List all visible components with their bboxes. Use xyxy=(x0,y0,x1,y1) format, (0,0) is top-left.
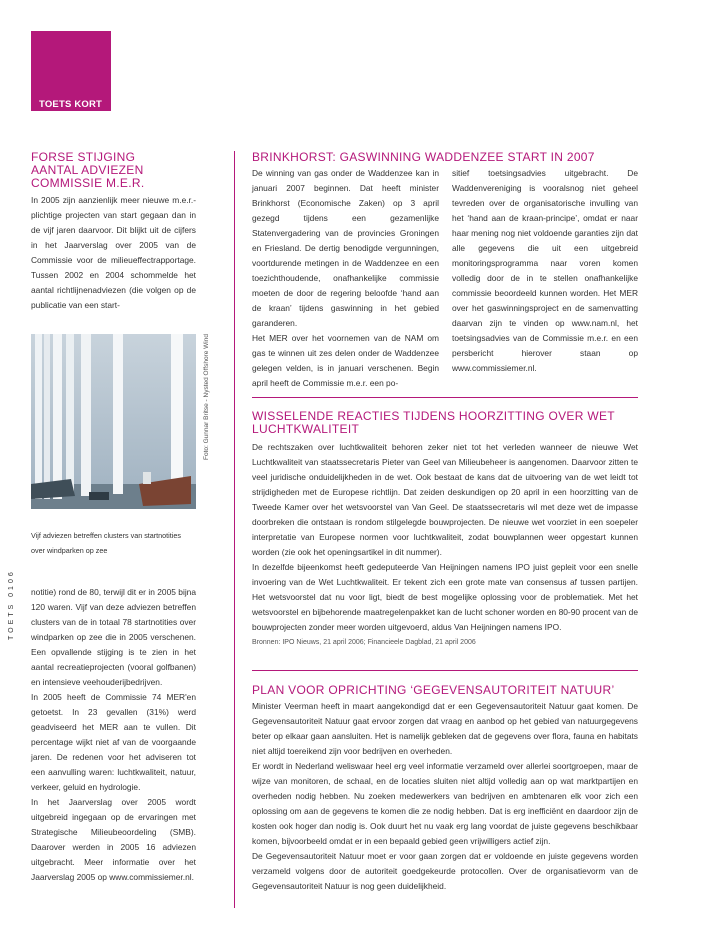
article1-title: BRINKHORST: GASWINNING WADDENZEE START IN 2007 xyxy=(252,150,595,164)
article3-title: PLAN VOOR OPRICHTING ‘GEGEVENSAUTORITEIT NATUUR’ xyxy=(252,683,615,697)
article2-title: WISSELENDE REACTIES TIJDENS HOORZITTING OVER WET LUCHTKWALITEIT xyxy=(252,409,615,436)
article1-column-2 xyxy=(452,166,638,376)
section-label: TOETS KORT xyxy=(39,99,103,110)
left-paragraph: In 2005 zijn aanzienlijk meer nieuwe m.e.r.-plichtige projecten van start gegaan dan in de vijf jaren daarvoor. Dit blijkt uit de cijfers in het Jaarverslag over 2005 van de Commissie voor de milieueffectrapportage. Tussen 2002 en 2004 schommelde het aantal richtlijnenadviezen (die volgen op de publicatie van een start- xyxy=(31,195,196,310)
article2-source: Bronnen: IPO Nieuws, 21 april 2006; Financieele Dagblad, 21 april 2006 xyxy=(252,639,476,646)
page-side-label: TOETS 0106 xyxy=(8,569,15,640)
left-paragraph: notitie) rond de 80, terwijl dit er in 2005 bijna 120 waren. Vijf van deze adviezen betreffen clusters van de in totaal 78 startnotities over windparken op zee die in 2005 verschenen. Een opvallende stijging is te zien in het aantal recreatieprojecten (vooral golfbanen) en intensieve veehouderijbedrijven. xyxy=(31,587,196,687)
article1-paragraph: sitief toetsingsadvies uitgebracht. De Waddenvereniging is vooralsnog niet geheel tevreden over de organisatorische invulling van het ‘hand aan de kraan-principe’, omdat er naar haar mening nog niet voldoende garanties zijn dat alle gegevens die uit een uitgebreid monitoringsprogramma naar voren komen volledig door de in te stellen onafhankelijke commissie beoordeeld kunnen worden. Het MER over het gaswinningsproject en de samenvatting daarvan zijn te vinden op www.nam.nl, het toetsingsadvies van de Commissie m.e.r. en een persbericht hierover staan op www.commissiemer.nl. xyxy=(452,168,638,373)
left-article-body xyxy=(31,585,196,885)
left-paragraph: In 2005 heeft de Commissie 74 MER'en getoetst. In 23 gevallen (31%) werd geadviseerd het MER aan te vullen. Dit percentage wijkt niet af van de voorgaande jaren. De redenen voor het adviseren tot een aanvulling waren: luchtkwaliteit, natuur, verkeer, geluid en hydrologie. xyxy=(31,692,196,792)
left-title-line: FORSE STIJGING xyxy=(31,150,136,164)
left-title-line: COMMISSIE M.E.R. xyxy=(31,176,145,190)
left-article-intro xyxy=(31,193,196,313)
left-paragraph: In het Jaarverslag over 2005 wordt uitgebreid ingegaan op de ervaringen met Strategische Milieubeoordeling (SMB). Daarover werden in 2005 16 adviezen uitgebracht. Meer informatie over het Jaarverslag 2005 op www.commissiemer.nl. xyxy=(31,797,196,882)
article3-paragraph: Er wordt in Nederland weliswaar heel erg veel informatie verzameld over allerlei soortgroepen, maar de wijze van monitoren, de schaal, en de locaties sluiten niet altijd volledig aan op wat marktpartijen en overheden nodig hebben. Nu zoeken medewerkers van bedrijven en ambtenaren elk voor zich een oplossing om aan de gegevens te komen die ze nodig hebben. Dat is erg inefficiënt en daardoor zijn de kosten ook hoger dan nodig is. Ook duurt het nu vaak erg lang voordat de juiste gegevens beschikbaar komen, bijvoorbeeld omdat er in een bepaald gebied geen vrijwilligers actief zijn. xyxy=(252,761,638,846)
photo-caption: Vijf adviezen betreffen clusters van startnotities over windparken op zee xyxy=(31,531,181,555)
article1-paragraph: Het MER over het voornemen van de NAM om gas te winnen uit zes delen onder de Waddenzee gelegen velden, is in januari verschenen. Begin april heeft de Commissie m.e.r. een po- xyxy=(252,333,439,388)
article1-column-1 xyxy=(252,166,439,391)
article-divider xyxy=(252,670,638,671)
left-article-title xyxy=(31,151,226,190)
article2-paragraph: In dezelfde bijeenkomst heeft gedeputeerde Van Heijningen namens IPO juist gepleit voor een snelle invoering van de Wet Luchtkwaliteit. Er tekent zich een grote mate van consensus af tussen partijen. Het wetsvoorstel dat nu voor ligt, biedt de best mogelijke oplossing voor de problematiek. Met het wetsvoorstel en bijbehorende maatregelenpakket kan de lucht schoner worden en 80-90 procent van de bouwprojecten zonder meer worden uitgevoerd, aldus Van Heijningen namens IPO. xyxy=(252,562,638,632)
article-divider xyxy=(252,397,638,398)
left-title-line: AANTAL ADVIEZEN xyxy=(31,163,144,177)
article2-paragraph: De rechtszaken over luchtkwaliteit behoren zeker niet tot het verleden wanneer de nieuwe Wet Luchtkwaliteit van staatssecretaris Pieter van Geel van Milieubeheer is aangenomen. Daarvoor zitten te veel juridische onduidelijkheden in de wet. Ook bestaat de kans dat de uitvoering van de wet leidt tot strijdigheden met de Europese richtlijn. Dat zeiden deskundigen op 20 april in een hoorzitting van de Tweede Kamer over het wetsvoorstel van Van Geel. De staatssecretaris wil met deze wet de impasse doorbreken die ontstaan is rondom stilgelegde bouwprojecten. De nieuwe wet voorziet in een soepeler interpretatie van Europese normen voor luchtkwaliteit, zodat bouwplannen weer opgestart kunnen worden (zie ook het openingsartikel in dit nummer). xyxy=(252,442,638,557)
article3-paragraph: De Gegevensautoriteit Natuur moet er voor gaan zorgen dat er voldoende en juiste gegevens worden verzameld volgens door de autoriteit goedgekeurde protocollen. Over de organisatievorm van de Gegevensautoriteit Natuur is nog geen duidelijkheid. xyxy=(252,851,638,891)
wind-turbines-photo xyxy=(31,334,196,509)
photo-credit: Foto: Gunnar Britse - Nysted Offshore Wind xyxy=(203,334,210,460)
article1-paragraph: De winning van gas onder de Waddenzee kan in januari 2007 beginnen. Dat heeft minister Brinkhorst (Economische Zaken) op 3 april gezegd tijdens een gezamenlijke Statenvergadering van de provincies Groningen en Friesland. De dertig benodigde vergunningen, voortdurende metingen in de Waddenzee en een toezichthoudende, onafhankelijke commissie moeten de door de regering beloofde ‘hand aan de kraan’ tijdens gaswinning in het gebied garanderen. xyxy=(252,168,439,328)
article3-body xyxy=(252,699,638,894)
column-divider xyxy=(234,151,235,908)
article2-body xyxy=(252,440,638,650)
article3-paragraph: Minister Veerman heeft in maart aangekondigd dat er een Gegevensautoriteit Natuur gaat komen. De Gegevensautoriteit Natuur gaat ervoor zorgen dat vraag en aanbod op het gebied van natuurgegevens beter op elkaar gaan aansluiten. Het is namelijk gebleken dat de gegevens over flora, fauna en habitats niet altijd toereikend zijn voor bedrijven en overheden. xyxy=(252,701,638,756)
